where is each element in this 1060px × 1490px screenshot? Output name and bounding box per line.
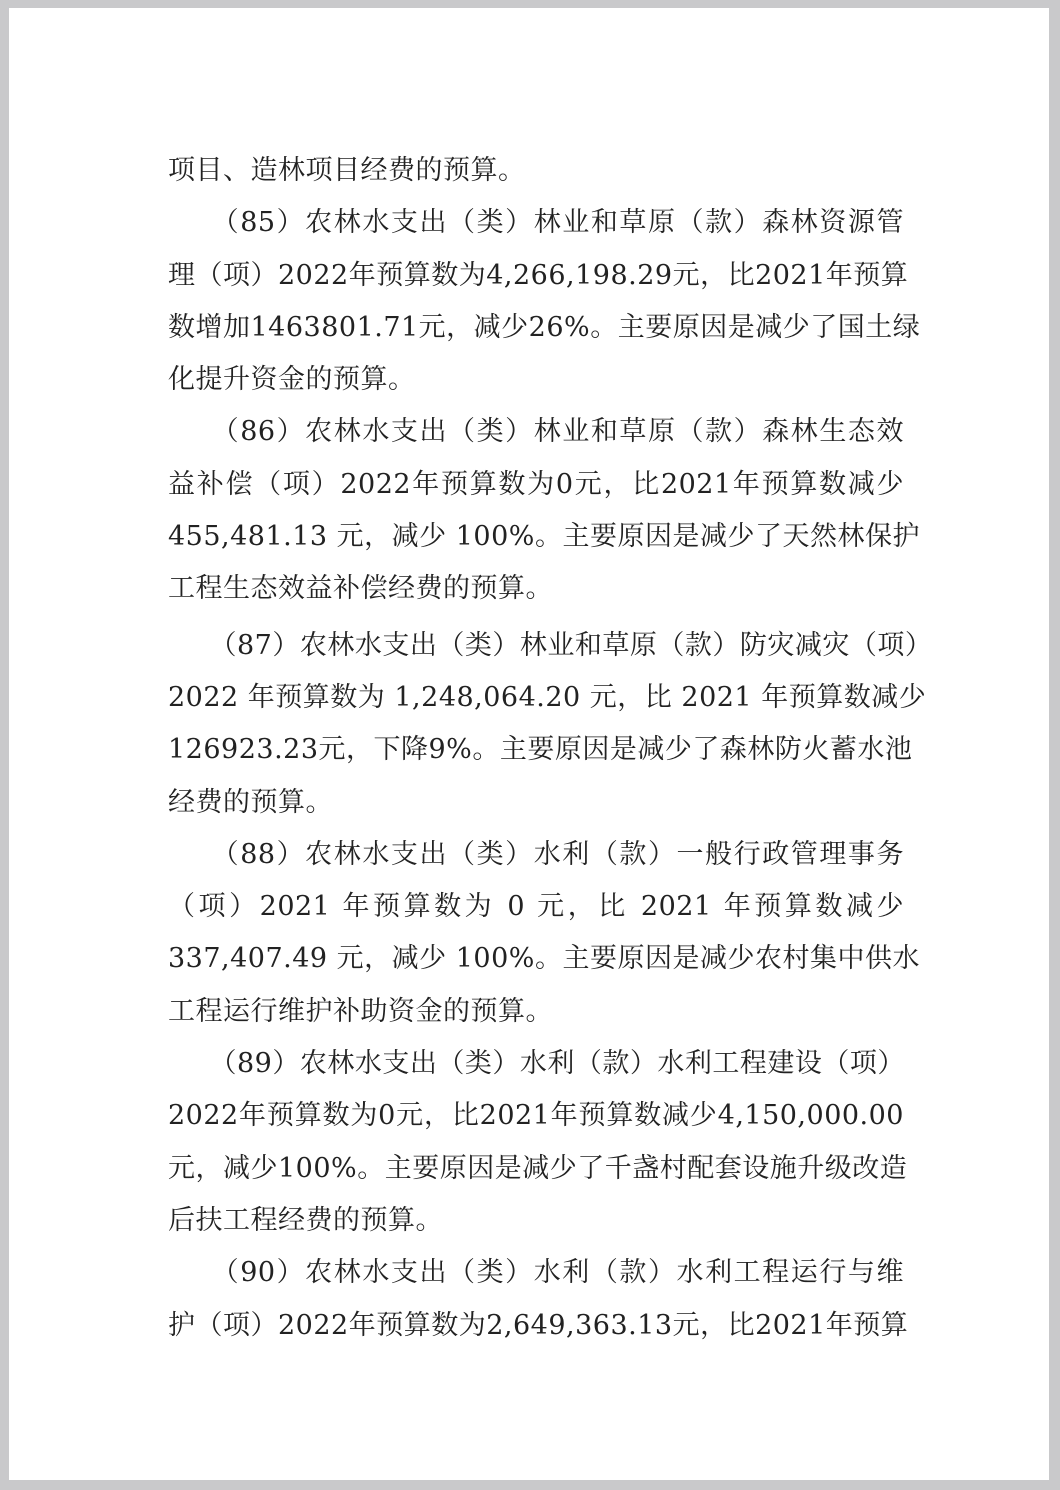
text-line: 元，减少100%。主要原因是减少了千盏村配套设施升级改造: [168, 1152, 908, 1184]
text-line: 455,481.13 元，减少 100%。主要原因是减少了天然林保护: [168, 521, 920, 553]
paragraph: [168, 145, 904, 197]
text-line: （87）农林水支出（类）林业和草原（款）防灾减灾（项）: [168, 629, 933, 661]
paragraph: [168, 829, 920, 1038]
text-line: 126923.23元，下降9%。主要原因是减少了森林防火蓄水池: [168, 734, 913, 766]
text-line: 经费的预算。: [168, 786, 333, 818]
text-line: 护（项）2022年预算数为2,649,363.13元，比2021年预算: [168, 1309, 909, 1341]
text-line: 2022 年预算数为 1,248,064.20 元，比 2021 年预算数减少: [168, 681, 927, 713]
paragraph: [168, 1038, 908, 1247]
paragraph: [168, 406, 920, 615]
text-line: （85）农林水支出（类）林业和草原（款）森林资源管: [168, 207, 904, 239]
text-line: 理（项）2022年预算数为4,266,198.29元，比2021年预算: [168, 259, 909, 291]
document-page: [9, 8, 1049, 1480]
text-line: 化提升资金的预算。: [168, 364, 416, 396]
body-text: [168, 145, 933, 1352]
paragraph: [168, 197, 921, 406]
text-line: 后扶工程经费的预算。: [168, 1204, 443, 1236]
text-line: 项目、造林项目经费的预算。: [168, 155, 526, 186]
text-line: （项）2021 年预算数为 0 元，比 2021 年预算数减少: [168, 891, 904, 923]
text-line: 益补偿（项）2022年预算数为0元，比2021年预算数减少: [168, 468, 904, 500]
text-line: 2022年预算数为0元，比2021年预算数减少4,150,000.00: [168, 1100, 904, 1132]
text-line: 工程生态效益补偿经费的预算。: [168, 573, 553, 605]
paragraph: [168, 620, 933, 829]
text-line: （88）农林水支出（类）水利（款）一般行政管理事务: [168, 838, 904, 870]
text-line: 337,407.49 元，减少 100%。主要原因是减少农村集中供水: [168, 943, 920, 975]
text-line: （89）农林水支出（类）水利（款）水利工程建设（项）: [168, 1048, 905, 1080]
text-line: 工程运行维护补助资金的预算。: [168, 995, 553, 1027]
text-line: （86）农林水支出（类）林业和草原（款）森林生态效: [168, 416, 904, 448]
text-line: （90）农林水支出（类）水利（款）水利工程运行与维: [168, 1257, 904, 1289]
text-line: 数增加1463801.71元，减少26%。主要原因是减少了国土绿: [168, 311, 921, 343]
paragraph: [168, 1247, 909, 1352]
